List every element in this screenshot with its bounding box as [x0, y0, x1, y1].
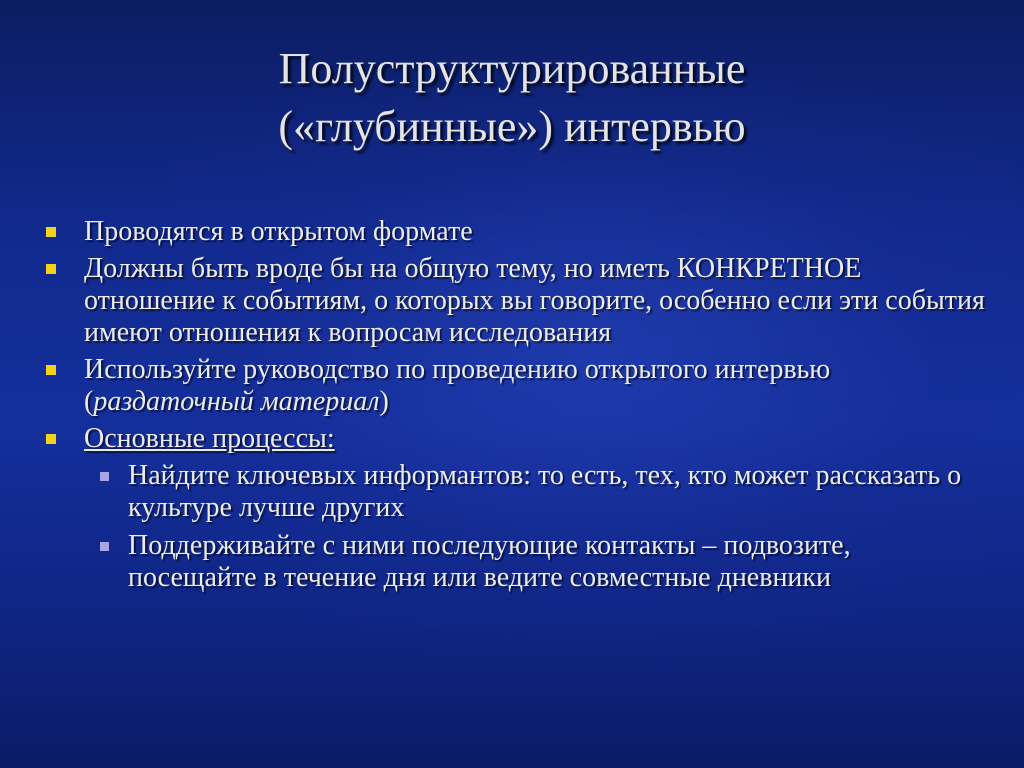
- slide-title-line-2: («глубинные») интервью: [278, 102, 746, 151]
- slide-title-line-1: Полуструктурированные: [278, 44, 746, 93]
- square-bullet-icon: [46, 264, 56, 274]
- square-sub-bullet-icon: [100, 542, 109, 551]
- bullet-item: [46, 216, 986, 248]
- sub-bullet-text: Найдите ключевых информантов: то есть, тех, кто может рассказать о культуре лучше других: [128, 460, 962, 523]
- bullet-item: [46, 354, 986, 418]
- sub-bullet-item: [46, 460, 986, 524]
- bullet-item: [46, 423, 986, 455]
- slide-body: [46, 216, 986, 600]
- bullet-text-end: ): [379, 386, 389, 417]
- sub-bullet-text: Поддерживайте с ними последующие контакты – подвозите, посещайте в течение дня или ведите совместные дневники: [128, 530, 851, 593]
- bullet-text: Проводятся в открытом формате: [84, 216, 473, 247]
- bullet-text: Должны быть вроде бы на общую тему, но иметь КОНКРЕТНОЕ отношение к событиям, о которых вы говорите, особенно если эти события имеют отношения к вопросам исследования: [84, 253, 985, 348]
- bullet-text-start: Используйте руководство по проведению открытого интервью (: [84, 354, 831, 417]
- square-bullet-icon: [46, 365, 56, 375]
- square-bullet-icon: [46, 434, 56, 444]
- sub-bullet-item: [46, 530, 986, 594]
- slide-title: [0, 40, 1024, 156]
- bullet-text-underlined: Основные процессы:: [84, 423, 335, 454]
- square-sub-bullet-icon: [100, 472, 109, 481]
- bullet-item: [46, 253, 986, 349]
- square-bullet-icon: [46, 227, 56, 237]
- bullet-text-italic: раздаточный материал: [93, 386, 380, 417]
